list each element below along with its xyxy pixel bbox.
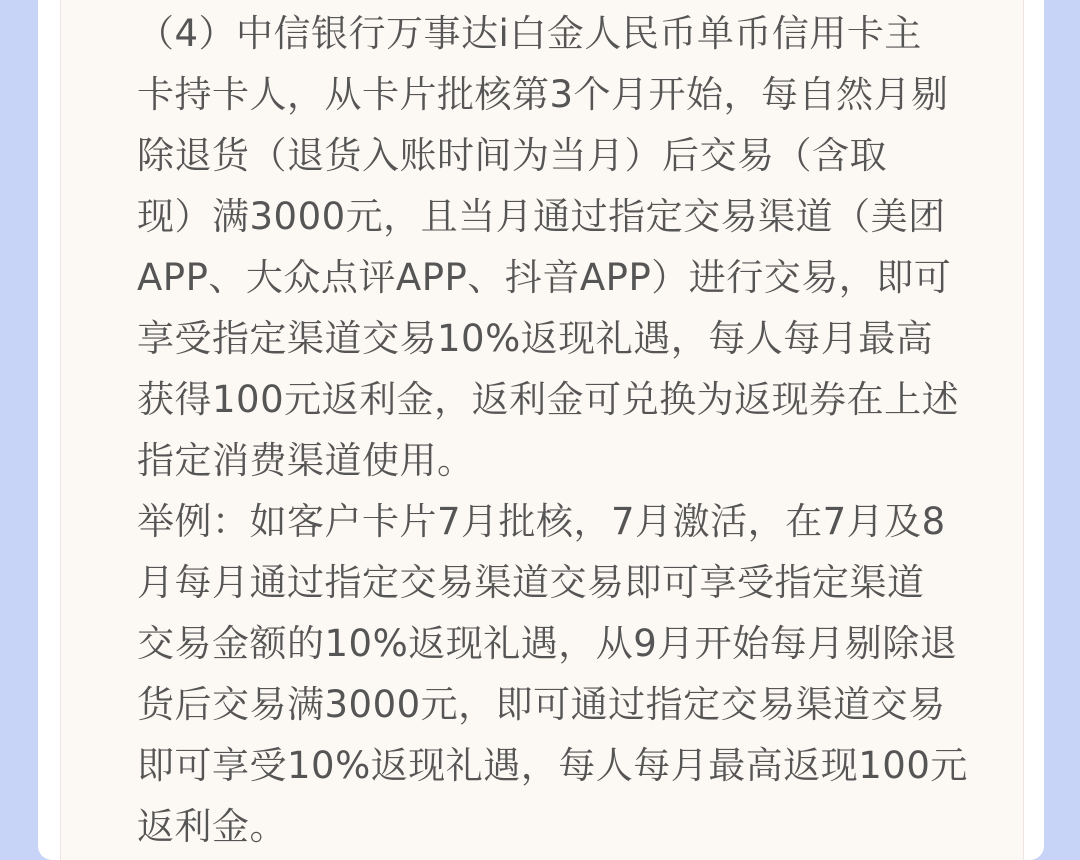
paragraph-4-line: 享受指定渠道交易10%返现礼遇，每人每月最高 (137, 317, 934, 360)
content-card-inner (60, 0, 1024, 860)
terms-text (137, 3, 968, 857)
paragraph-4-line: APP、大众点评APP、抖音APP）进行交易，即可 (137, 256, 952, 299)
content-card (38, 0, 1044, 860)
paragraph-4-line: 除退货（退货入账时间为当月）后交易（含取 (137, 134, 887, 177)
example-line: 货后交易满3000元，即可通过指定交易渠道交易 (137, 683, 946, 726)
example-line: 月每月通过指定交易渠道交易即可享受指定渠道 (137, 561, 925, 604)
paragraph-4-line: 获得100元返利金，返利金可兑换为返现券在上述 (137, 378, 960, 421)
example-line: 举例：如客户卡片7月批核，7月激活，在7月及8 (137, 500, 946, 543)
example-line: 返利金。 (137, 805, 287, 848)
paragraph-4-line: 现）满3000元，且当月通过指定交易渠道（美团 (137, 195, 946, 238)
example-line: 即可享受10%返现礼遇，每人每月最高返现100元 (137, 744, 968, 787)
paragraph-4-line: 卡持卡人，从卡片批核第3个月开始，每自然月剔 (137, 73, 949, 116)
example-line: 交易金额的10%返现礼遇，从9月开始每月剔除退 (137, 622, 958, 665)
paragraph-4-line: 指定消费渠道使用。 (137, 439, 475, 482)
paragraph-4-line: （4）中信银行万事达i白金人民币单币信用卡主 (137, 12, 922, 55)
